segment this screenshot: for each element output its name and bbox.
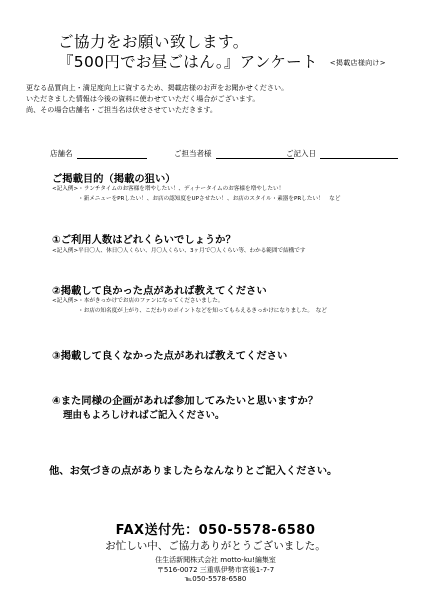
survey-title [58, 50, 386, 72]
q1-example: <記入例>平日〇人、休日〇人くらい、月〇人くらい、3ヶ月で〇人くらい等、わかる範囲で結構です [52, 248, 306, 254]
purpose-example-1: <記入例>・ランチタイムのお客様を増やしたい！、ディナータイムのお客様を増やしたい！ [52, 186, 285, 192]
q3-heading: ③掲載して良くなかった点があれば教えてください [52, 350, 288, 362]
q4-subtext: 理由もよろしければご記入ください。 [63, 410, 225, 421]
person-field[interactable] [174, 148, 294, 159]
intro-line-3: 尚、その場合店舗名・ご担当名は伏せさせていただきます。 [26, 105, 217, 114]
purpose-heading: ご掲載目的（掲載の狙い） [52, 173, 176, 185]
page-title: ご協力をお願い致します。 [58, 33, 249, 51]
audience-tag: <掲載店様向け> [329, 59, 386, 67]
other-heading: 他、お気づきの点がありましたらなんなりとご記入ください。 [49, 465, 338, 477]
thanks-message: お忙しい中、ご協力ありがとうございました。 [105, 540, 326, 552]
store-name-line[interactable] [77, 149, 147, 159]
store-name-label: 店舗名 [50, 149, 73, 158]
date-field[interactable] [286, 148, 398, 159]
person-label: ご担当者様 [174, 149, 212, 158]
store-name-field[interactable] [50, 148, 147, 159]
date-line[interactable] [320, 149, 398, 159]
q2-example-2: ・お店の知名度が上がり、こだわりのポイントなどを知ってもらえるきっかけになりました。 など [78, 308, 327, 314]
purpose-example-2: ・新メニューをPRしたい！、お店の認知度をUPさせたい！、お店のスタイル・素器をPRしたい！ など [78, 196, 341, 202]
company-address: 〒516-0072 三重県伊勢市宮後1-7-7 [156, 566, 275, 574]
person-line[interactable] [216, 149, 294, 159]
date-label: ご記入日 [286, 149, 316, 158]
intro-line-2: いただきました情報は今後の資料に使わせていただく場合がございます。 [26, 94, 260, 103]
company-tel: ℡050-5578-6580 [184, 575, 247, 583]
q2-heading: ②掲載して良かった点があれば教えてください [52, 285, 267, 297]
survey-title-text: 『500円でお昼ごはん。』アンケート [58, 53, 318, 71]
intro-line-1: 更なる品質向上・満足度向上に資するため、掲載店様のお声をお聞かせください。 [26, 83, 289, 92]
q2-example-1: <記入例>・本がきっかけでお店のファンになってくださいました。 [52, 298, 224, 304]
q4-heading: ④また同様の企画があれば参加してみたいと思いますか？ [52, 395, 319, 407]
q1-heading: ①ご利用人数はどれくらいでしょうか？ [52, 234, 236, 246]
fax-number: FAX送付先：050-5578-6580 [115, 523, 316, 538]
company-name: 住生活新聞株式会社 motto-ku!編集室 [155, 556, 276, 564]
